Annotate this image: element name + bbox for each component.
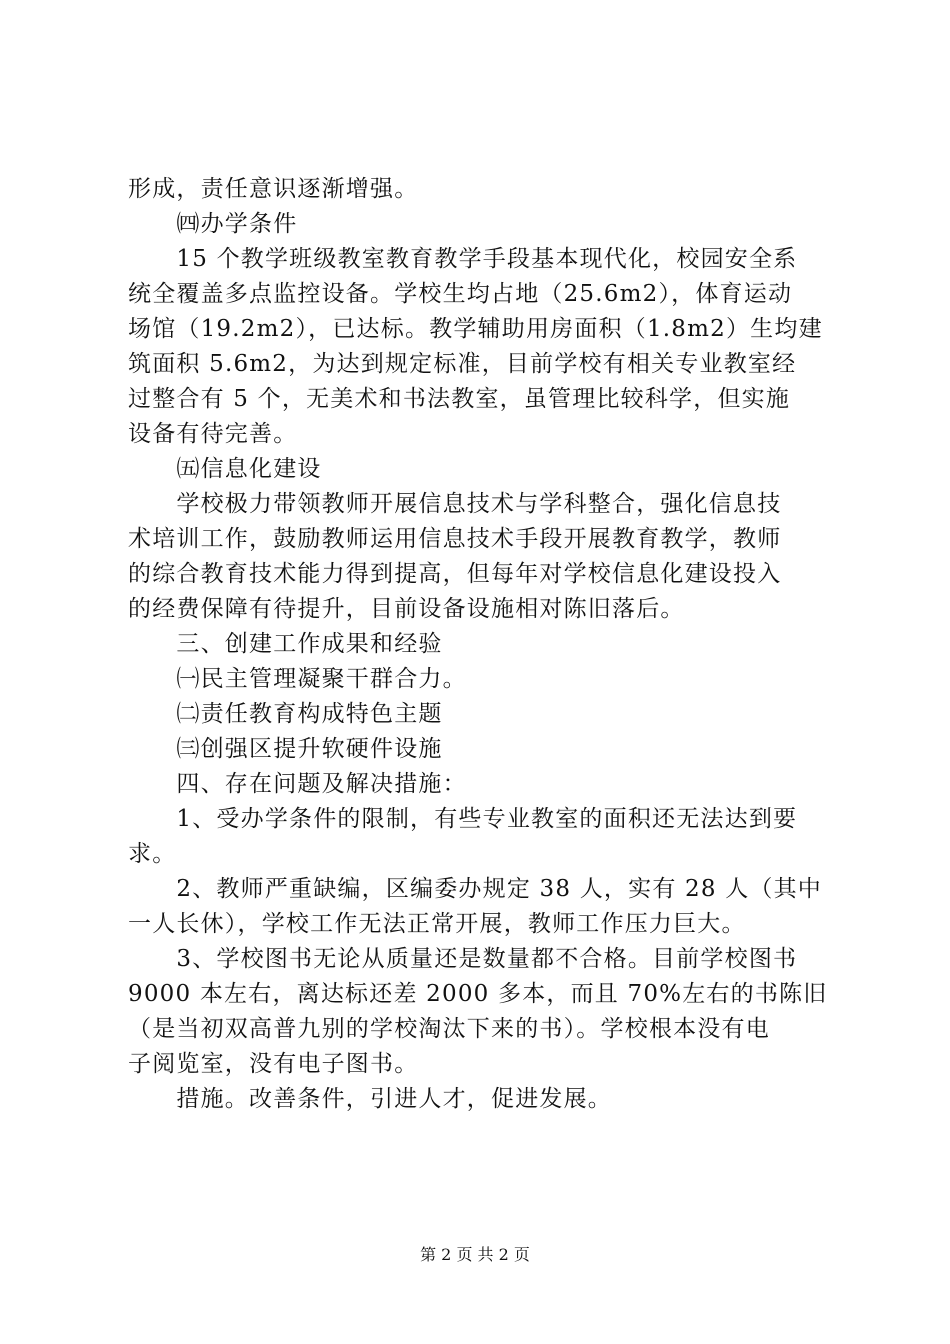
text-line: 学校极力带领教师开展信息技术与学科整合，强化信息技 — [128, 491, 782, 517]
text-line: 设备有待完善。 — [128, 421, 298, 447]
text-line: 一人长休），学校工作无法正常开展，教师工作压力巨大。 — [128, 911, 746, 937]
text-line: 2、教师严重缺编，区编委办规定 38 人，实有 28 人（其中 — [128, 876, 823, 902]
text-line: 子阅览室，没有电子图书。 — [128, 1051, 419, 1077]
text-line: 3、学校图书无论从质量还是数量都不合格。目前学校图书 — [128, 946, 798, 972]
document-body — [128, 172, 834, 1117]
section-heading: 四、存在问题及解决措施： — [128, 771, 467, 797]
text-line: 统全覆盖多点监控设备。学校生均占地（25.6m2），体育运动 — [128, 281, 793, 307]
list-item: ㈡责任教育构成特色主题 — [128, 701, 443, 727]
section-heading: ㈣办学条件 — [128, 211, 298, 237]
section-heading: ㈤信息化建设 — [128, 456, 322, 482]
list-item: ㈠民主管理凝聚干群合力。 — [128, 666, 467, 692]
page-footer: 第 2 页 共 2 页 — [420, 1245, 530, 1264]
text-line: 15 个教学班级教室教育教学手段基本现代化，校园安全系 — [128, 246, 798, 272]
list-item: ㈢创强区提升软硬件设施 — [128, 736, 443, 762]
text-line: （是当初双高普九别的学校淘汰下来的书）。学校根本没有电 — [128, 1016, 770, 1042]
text-line: 的经费保障有待提升，目前设备设施相对陈旧落后。 — [128, 596, 685, 622]
text-line: 过整合有 5 个，无美术和书法教室，虽管理比较科学，但实施 — [128, 386, 791, 412]
text-line: 1、受办学条件的限制，有些专业教室的面积还无法达到要 — [128, 806, 798, 832]
section-heading: 三、创建工作成果和经验 — [128, 631, 443, 657]
text-line: 9000 本左右，离达标还差 2000 多本，而且 70%左右的书陈旧 — [128, 981, 828, 1007]
text-line: 筑面积 5.6m2，为达到规定标准，目前学校有相关专业教室经 — [128, 351, 797, 377]
text-line: 场馆（19.2m2），已达标。教学辅助用房面积（1.8m2）生均建 — [128, 316, 823, 342]
text-line: 措施。改善条件，引进人才，促进发展。 — [128, 1086, 612, 1112]
text-line: 的综合教育技术能力得到提高，但每年对学校信息化建设投入 — [128, 561, 782, 587]
text-line: 形成，责任意识逐渐增强。 — [128, 176, 419, 202]
text-line: 术培训工作，鼓励教师运用信息技术手段开展教育教学，教师 — [128, 526, 782, 552]
text-line: 求。 — [128, 841, 177, 867]
